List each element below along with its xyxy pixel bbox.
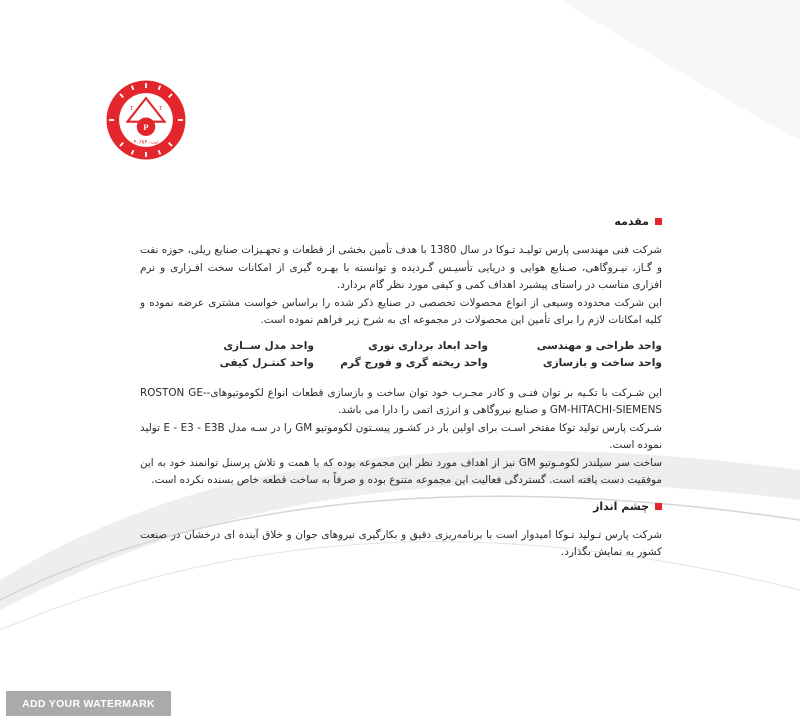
- company-logo: [104, 78, 188, 162]
- unit-item: واحد مدل ســازی: [223, 339, 314, 352]
- intro-heading-text: مقدمه: [614, 215, 649, 228]
- vision-heading-text: چشم انداز: [593, 499, 649, 513]
- units-list: [140, 338, 662, 373]
- bullet-icon: [655, 503, 662, 510]
- logo-registration: ثبت: ۳۰۶۵۳: [133, 139, 159, 146]
- logo-letter: P: [143, 123, 149, 133]
- intro-paragraph: شرکت فنی مهندسی پارس تولیـد تـوکا در سال 1380 با هدف تأمین بخشی از قطعات و تجهـیزات صنایع ریلی، حوزه نفت و گـاز، نیـروگاهی، صـنایع هوایی و دریایی تأسیـس گـردیده و توانسته با بهـره گیری از امکانات سخت افـزاری و نرم افزاری مناسب در راستای پیشبرد اهداف کمی و کیفی مورد نظر گام بردارد.: [140, 244, 663, 291]
- watermark-badge: ADD YOUR WATERMARK: [6, 691, 171, 716]
- intro-paragraph: این شرکت محدوده وسیعی از انواع محصولات تخصصی در صنایع ذکر شده را براساس خواست مشتری عرضه نموده و کلیه امکانات لازم را برای تأمین این محصولات در مجموعه ای به شرح زیر فراهم نموده است.: [140, 296, 662, 326]
- unit-item: واحد کنتـرل کیفی: [219, 357, 314, 369]
- body-paragraph: این شـرکت با تکـیه بر توان فنـی و کادر مجـرب خود توان ساخت و بازسازی قطعات انواع لکوموتیوهای-ROSTON GE-GM-HITACHI-SIEMENS و صنایع نیروگاهی و انرژی اتمی را دارا می باشد.: [140, 386, 662, 416]
- vision-heading: [140, 500, 662, 513]
- intro-heading: [140, 215, 662, 228]
- unit-item: واحد ابعاد برداری نوری: [368, 339, 488, 352]
- body-paragraph: ساخت سر سیلندر لکومـوتیو GM نیز از اهداف مورد نظر این مجموعه بوده که با همت و تلاش پرسنل توانمند خود به این موفقیت دست یافته است. گستردگی فعالیت این مجموعه متنوع بوده و صرفاً به ساخت قطعه خاص بسنده نکرده است.: [140, 456, 662, 486]
- unit-item: واحد طراحی و مهندسی: [536, 339, 662, 352]
- logo-letter: T: [158, 105, 163, 112]
- vision-paragraph: شرکت پارس تـولید تـوکا امیدوار است با برنامه‌ریزی دقیق و بکارگیری نیروهای جوان و خلاق آینده ای درخشان در صنعت کشور به نمایش بگذارد.: [140, 528, 662, 558]
- logo-letter: T: [129, 105, 134, 112]
- gear-icon: [107, 81, 186, 160]
- body-paragraph: شـرکت پارس تولید توکا مفتخر اسـت برای اولین بار در کشـور پیسـتون لکوموتیو GM را در سـه مدل E - E3 - E3B تولید نموده است.: [140, 421, 662, 451]
- unit-item: واحد ریخته گری و فورج گرم: [340, 357, 488, 369]
- bullet-icon: [655, 218, 662, 225]
- document-body: [140, 215, 662, 562]
- unit-item: واحد ساخت و بازسازی: [542, 357, 662, 369]
